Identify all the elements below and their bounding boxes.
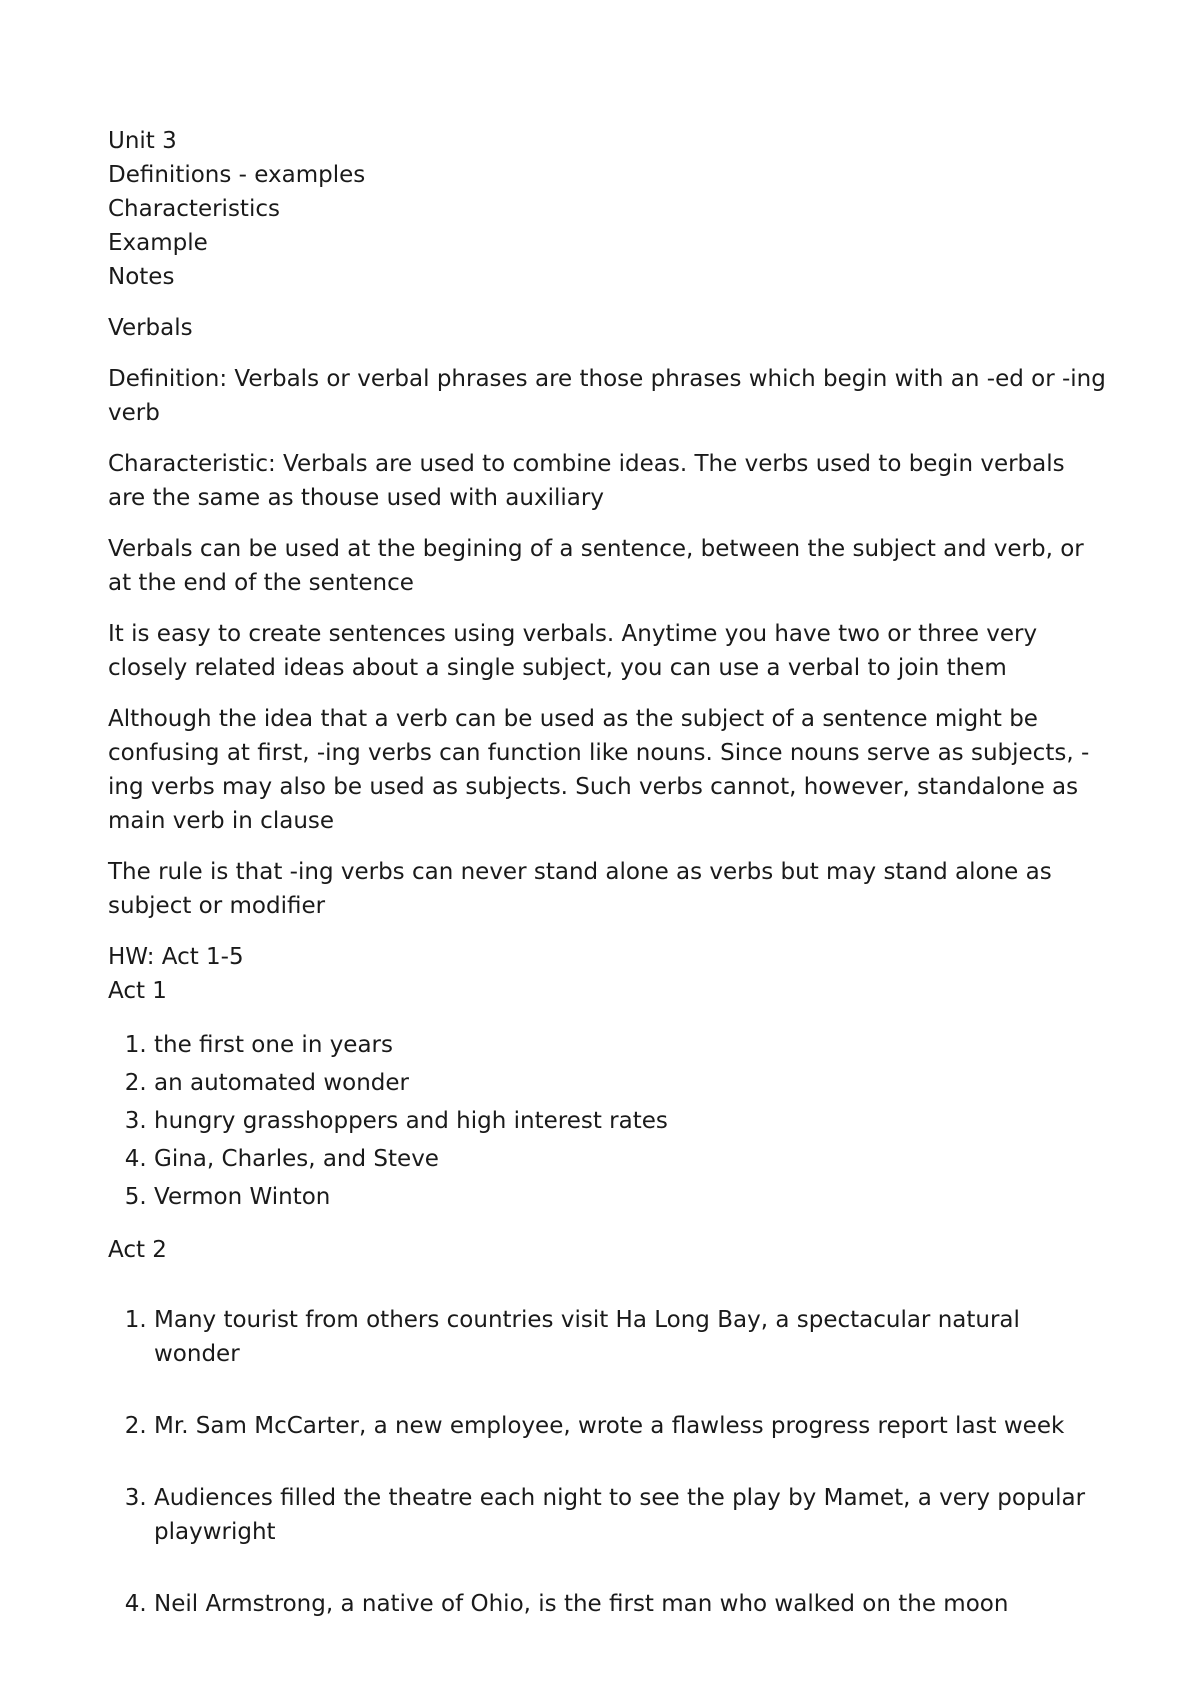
header-lines xyxy=(108,124,1108,294)
list-item: 2. Mr. Sam McCarter, a new employee, wrote a flawless progress report last week xyxy=(154,1409,1108,1443)
document-page xyxy=(108,124,1108,1659)
list-item: 1. the first one in years xyxy=(154,1026,1108,1064)
act2-list xyxy=(108,1303,1108,1621)
list-item: 4. Gina, Charles, and Steve xyxy=(154,1140,1108,1178)
header-line-notes: Notes xyxy=(108,264,175,290)
definition-paragraph: Definition: Verbals or verbal phrases are those phrases which begin with an -ed or -ing verb xyxy=(108,366,1106,426)
act2-title: Act 2 xyxy=(108,1237,167,1263)
list-item: 3. hungry grasshoppers and high interest rates xyxy=(154,1102,1108,1140)
homework-line: HW: Act 1-5 xyxy=(108,944,244,970)
act1-title: Act 1 xyxy=(108,978,167,1004)
act1-list xyxy=(108,1026,1108,1216)
list-item: 4. Neil Armstrong, a native of Ohio, is the first man who walked on the moon xyxy=(154,1587,1108,1621)
header-line-definitions: Definitions - examples xyxy=(108,162,366,188)
list-item: 3. Audiences filled the theatre each night to see the play by Mamet, a very popular playwright xyxy=(154,1481,1108,1549)
easy-paragraph: It is easy to create sentences using verbals. Anytime you have two or three very closely related ideas about a single subject, you can use a verbal to join them xyxy=(108,621,1038,681)
list-item: 2. an automated wonder xyxy=(154,1064,1108,1102)
characteristic-paragraph: Characteristic: Verbals are used to combine ideas. The verbs used to begin verbals are the same as thouse used with auxiliary xyxy=(108,451,1065,511)
header-line-example: Example xyxy=(108,230,208,256)
header-line-characteristics: Characteristics xyxy=(108,196,280,222)
list-item: 1. Many tourist from others countries visit Ha Long Bay, a spectacular natural wonder xyxy=(154,1303,1108,1371)
unit-title: Unit 3 xyxy=(108,128,177,154)
section-title: Verbals xyxy=(108,315,193,341)
rule-paragraph: The rule is that -ing verbs can never stand alone as verbs but may stand alone as subject or modifier xyxy=(108,859,1052,919)
list-item: 5. Vermon Winton xyxy=(154,1178,1108,1216)
position-paragraph: Verbals can be used at the begining of a sentence, between the subject and verb, or at the end of the sentence xyxy=(108,536,1084,596)
although-paragraph: Although the idea that a verb can be used as the subject of a sentence might be confusing at first, -ing verbs can function like nouns. Since nouns serve as subjects, -ing verbs may also be used as subjects. Such verbs cannot, however, standalone as main verb in clause xyxy=(108,706,1090,834)
